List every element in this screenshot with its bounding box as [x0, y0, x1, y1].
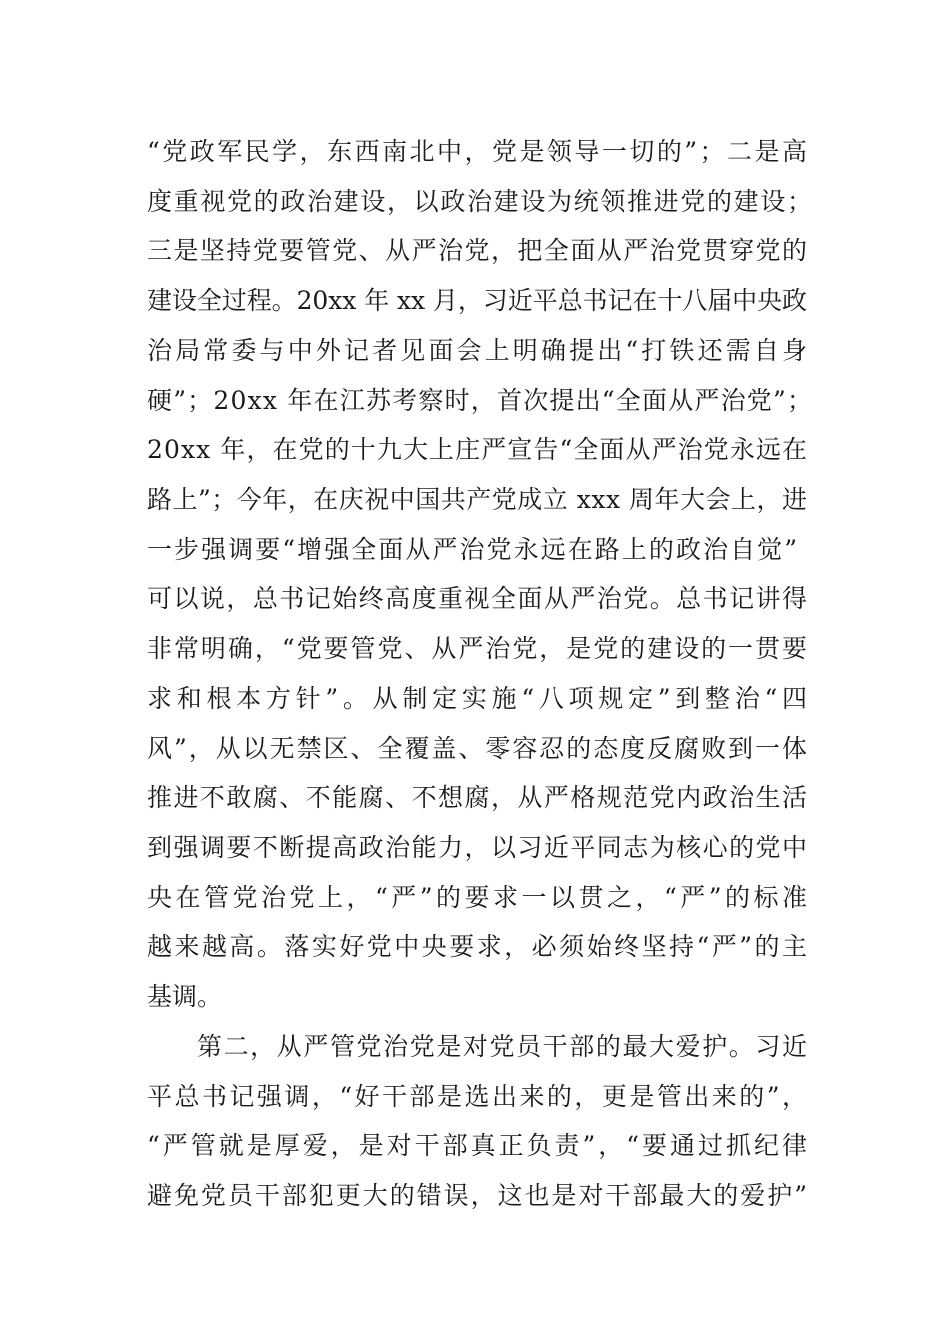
text-line: 平总书记强调，“好干部是选出来的，更是管出来的”，	[147, 1082, 810, 1111]
text-line: 可以说，总书记始终高度重视全面从严治党。总书记讲得	[147, 584, 809, 613]
paragraph-first-line: 第二，从严管党治党是对党员干部的最大爱护。习近	[197, 1032, 809, 1061]
text-line: 基调。	[147, 982, 223, 1011]
text-line: “严管就是厚爱，是对干部真正负责”，“要通过抓纪律	[147, 1131, 810, 1160]
text-line: 硬”；20xx 年在江苏考察时，首次提出“全面从严治党”；	[147, 386, 814, 415]
text-line: 治局常委与中外记者见面会上明确提出“打铁还需自身	[147, 336, 811, 365]
text-line: 求和根本方针”。从制定实施“八项规定”到整治“四	[147, 684, 812, 713]
text-line: 推进不敢腐、不能腐、不想腐，从严格规范党内政治生活	[147, 783, 809, 812]
text-line: 央在管党治党上，“严”的要求一以贯之，“严”的标准	[147, 883, 811, 912]
text-line: 路上”；今年，在庆祝中国共产党成立 xxx 周年大会上，进	[147, 485, 808, 514]
text-line: 三是坚持党要管党、从严治党，把全面从严治党贯穿党的	[147, 236, 809, 265]
text-line: 度重视党的政治建设，以政治建设为统领推进党的建设；	[147, 187, 814, 216]
text-line: 非常明确，“党要管党、从严治党，是党的建设的一贯要	[147, 634, 809, 663]
text-line: 越来越高。落实好党中央要求，必须始终坚持“严”的主	[147, 932, 810, 961]
text-line: 避免党员干部犯更大的错误，这也是对干部最大的爱护”	[147, 1181, 809, 1210]
text-line: 20xx 年，在党的十九大上庄严宣告“全面从严治党永远在	[147, 435, 809, 464]
text-line: 风”，从以无禁区、全覆盖、零容忍的态度反腐败到一体	[147, 734, 809, 763]
text-line: 一步强调要“增强全面从严治党永远在路上的政治自觉”	[147, 535, 800, 564]
text-line: 建设全过程。20xx 年 xx 月，习近平总书记在十八届中央政	[147, 286, 807, 315]
text-line: 到强调要不断提高政治能力，以习近平同志为核心的党中	[147, 833, 809, 862]
text-line: “党政军民学，东西南北中，党是领导一切的”；二是高	[147, 137, 810, 166]
